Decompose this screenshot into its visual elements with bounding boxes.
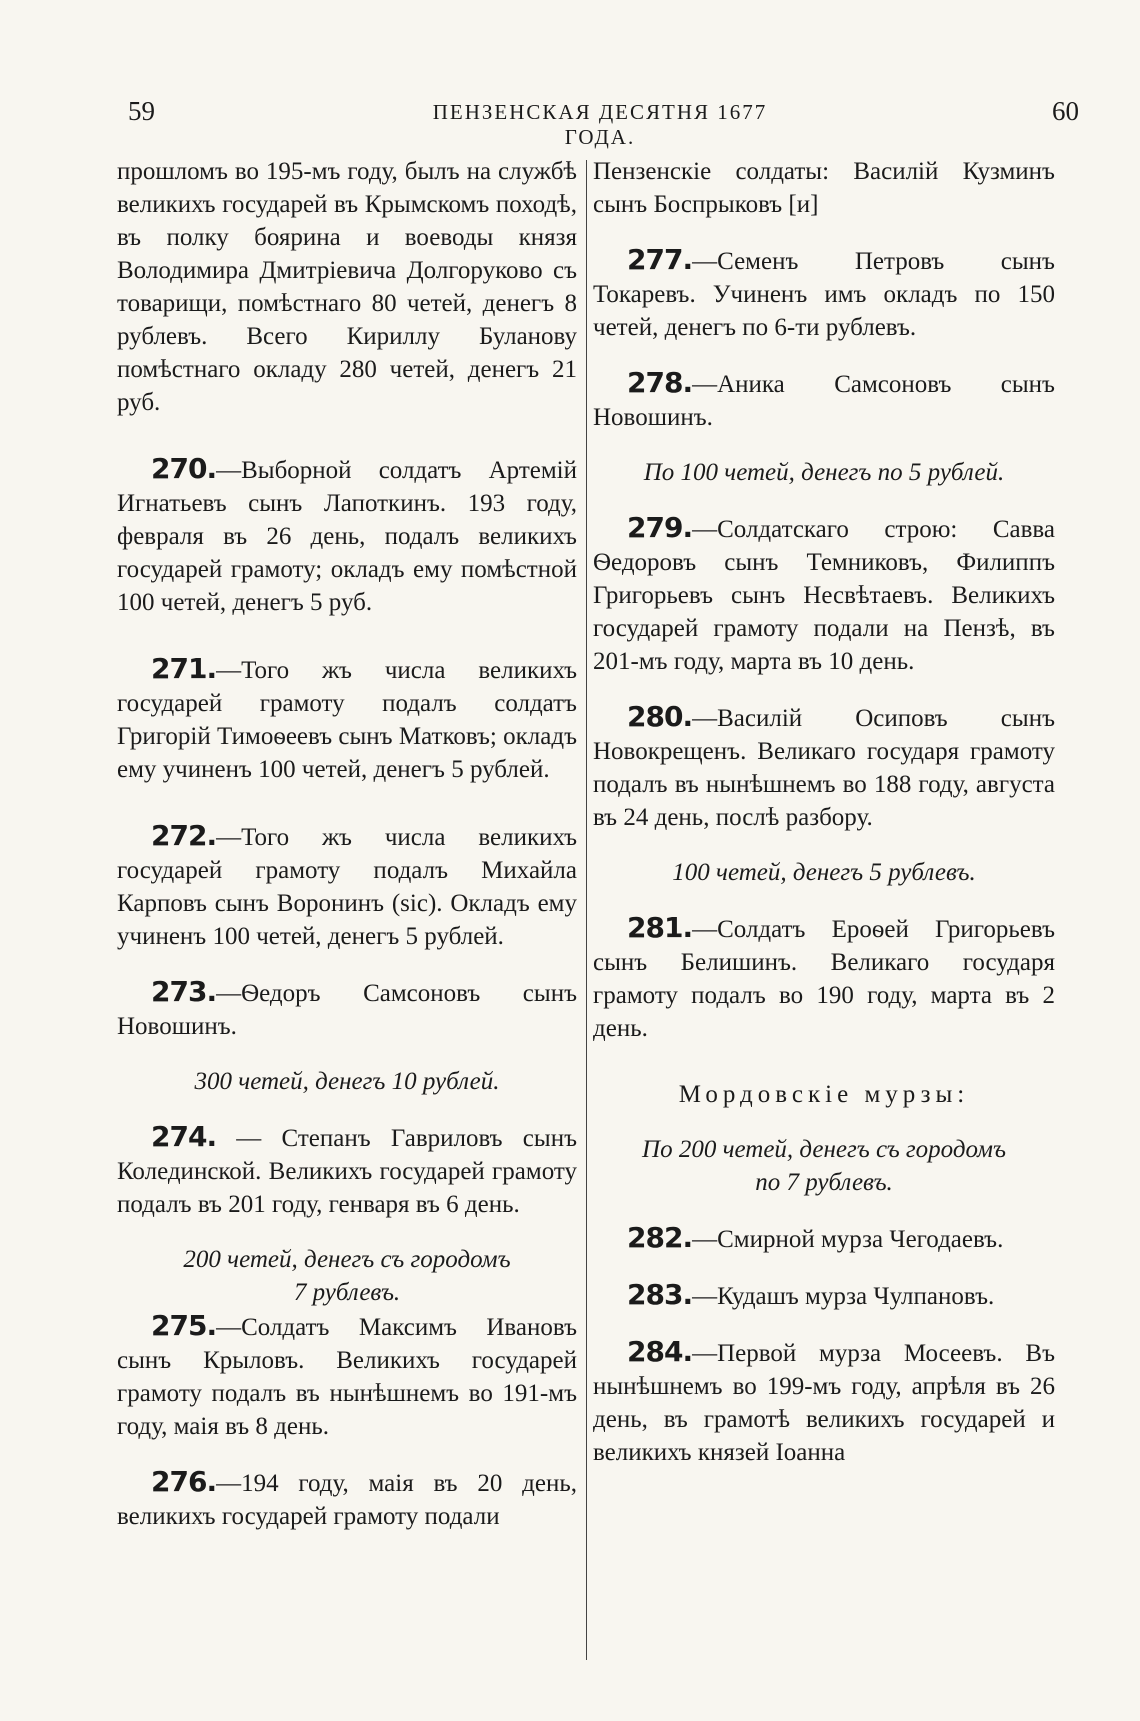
entry-text: —Василій Осиповъ сынъ Новокрещенъ. Великаго государя грамоту подалъ въ нынѣшнемъ во 188 году, августа въ 24 день, послѣ разбору. <box>593 705 1055 831</box>
entry-280 <box>593 700 1055 834</box>
entry-274 <box>117 1120 577 1221</box>
section-heading-100: По 100 четей, денегъ по 5 рублей. <box>643 459 1005 486</box>
entry-number: 282. <box>627 1221 693 1254</box>
entry-text: —Того жъ числа великихъ государей грамоту подалъ солдатъ Григорій Тимоѳеевъ сынъ Матковъ; окладъ ему учиненъ 100 четей, денегъ 5 рублей. <box>117 657 577 783</box>
entry-text: —Выборной солдатъ Артемій Игнатьевъ сынъ Лапоткинъ. 193 году, февраля въ 26 день, подалъ великихъ государей грамоту; окладъ ему помѣстной 100 четей, денегъ 5 руб. <box>117 457 577 616</box>
page-number-right: 60 <box>1052 96 1079 126</box>
entry-text: —Ѳедоръ Самсоновъ сынъ Новошинъ. <box>117 980 577 1040</box>
entry-text: — Степанъ Гавриловъ сынъ Колединской. Великихъ государей грамоту подалъ въ 201 году, генваря въ 6 день. <box>117 1125 577 1218</box>
entry-text: —Солдатскаго строю: Савва Ѳедоровъ сынъ Темниковъ, Филиппъ Григорьевъ сынъ Несвѣтаевъ. Великихъ государей грамоту подали на Пензѣ, въ 201-мъ году, марта въ 10 день. <box>593 516 1055 675</box>
entry-text: —194 году, маія въ 20 день, великихъ государей грамоту подали <box>117 1470 577 1530</box>
entry-number: 272. <box>151 819 217 852</box>
entry-text: —Аника Самсоновъ сынъ Новошинъ. <box>593 371 1055 431</box>
entry-number: 271. <box>151 652 217 685</box>
entry-text: —Солдатъ Ероѳей Григорьевъ сынъ Белишинъ. Великаго государя грамоту подалъ во 190 году, марта въ 2 день. <box>593 916 1055 1042</box>
left-column <box>117 155 577 1533</box>
entry-277 <box>593 243 1055 344</box>
entry-number: 270. <box>151 452 217 485</box>
entry-number: 279. <box>627 511 693 544</box>
running-title: ПЕНЗЕНСКАЯ ДЕСЯТНЯ 1677 ГОДА. <box>432 100 768 149</box>
section-heading-200-line2: 7 рублевъ. <box>293 1279 401 1306</box>
entry-text: —Смирной мурза Чегодаевъ. <box>692 1226 1004 1253</box>
entry-278 <box>593 366 1055 434</box>
entry-281 <box>593 911 1055 1045</box>
section-heading-mordva: Мордовскіе мурзы: <box>678 1081 970 1108</box>
entry-number: 284. <box>627 1335 693 1368</box>
page-number-left: 59 <box>128 96 155 126</box>
section-heading-200-line1: По 200 четей, денегъ съ городомъ <box>642 1136 1006 1163</box>
continuation-paragraph: прошломъ во 195-мъ году, былъ на службѣ великихъ государей въ Крымскомъ походѣ, въ полку боярина и воеводы князя Володимира Дмитріевича Долгоруково съ товарищи, помѣстнаго 80 четей, денегъ 8 рублевъ. Всего Кириллу Буланову помѣстнаго окладу 280 четей, денегъ 21 руб. <box>117 158 577 416</box>
entry-275 <box>117 1309 577 1443</box>
entry-text: —Того жъ числа великихъ государей грамоту подалъ Михайла Карповъ сынъ Воронинъ (sic). Окладъ ему учиненъ 100 четей, денегъ 5 рублей. <box>117 824 577 950</box>
entry-number: 280. <box>627 700 693 733</box>
entry-number: 277. <box>627 243 693 276</box>
entry-272 <box>117 819 577 953</box>
entry-283 <box>593 1278 1055 1313</box>
entry-271 <box>117 652 577 786</box>
entry-number: 275. <box>151 1309 217 1342</box>
entry-270 <box>117 452 577 619</box>
entry-text: —Солдатъ Максимъ Ивановъ сынъ Крыловъ. Великихъ государей грамоту подалъ въ нынѣшнемъ во 191-мъ году, маія въ 8 день. <box>117 1314 577 1440</box>
entry-276 <box>117 1465 577 1533</box>
entry-282 <box>593 1221 1055 1256</box>
entry-273 <box>117 975 577 1043</box>
entry-number: 276. <box>151 1465 217 1498</box>
entry-number: 274. <box>151 1120 217 1153</box>
entry-279 <box>593 511 1055 678</box>
right-column <box>593 155 1055 1469</box>
entry-number: 273. <box>151 975 217 1008</box>
entry-number: 283. <box>627 1278 693 1311</box>
entry-text: —Семенъ Петровъ сынъ Токаревъ. Учиненъ имъ окладъ по 150 четей, денегъ по 6-ти рублевъ. <box>593 248 1055 341</box>
column-divider <box>586 160 587 1660</box>
page-header <box>0 96 1140 149</box>
section-heading-200-line2: по 7 рублевъ. <box>755 1169 893 1196</box>
entry-number: 278. <box>627 366 693 399</box>
entry-text: —Первой мурза Мосеевъ. Въ нынѣшнемъ во 199-мъ году, апрѣля въ 26 день, въ грамотѣ великихъ государей и великихъ князей Іоанна <box>593 1340 1055 1466</box>
section-heading-300: 300 четей, денегъ 10 рублей. <box>194 1068 500 1095</box>
section-heading-200-line1: 200 четей, денегъ съ городомъ <box>183 1246 511 1273</box>
section-heading-100b: 100 четей, денегъ 5 рублевъ. <box>672 859 976 886</box>
entry-284 <box>593 1335 1055 1469</box>
continuation-paragraph: Пензенскіе солдаты: Василій Кузминъ сынъ Боспрыковъ [и] <box>593 158 1055 218</box>
entry-text: —Кудашъ мурза Чулпановъ. <box>692 1283 995 1310</box>
entry-number: 281. <box>627 911 693 944</box>
